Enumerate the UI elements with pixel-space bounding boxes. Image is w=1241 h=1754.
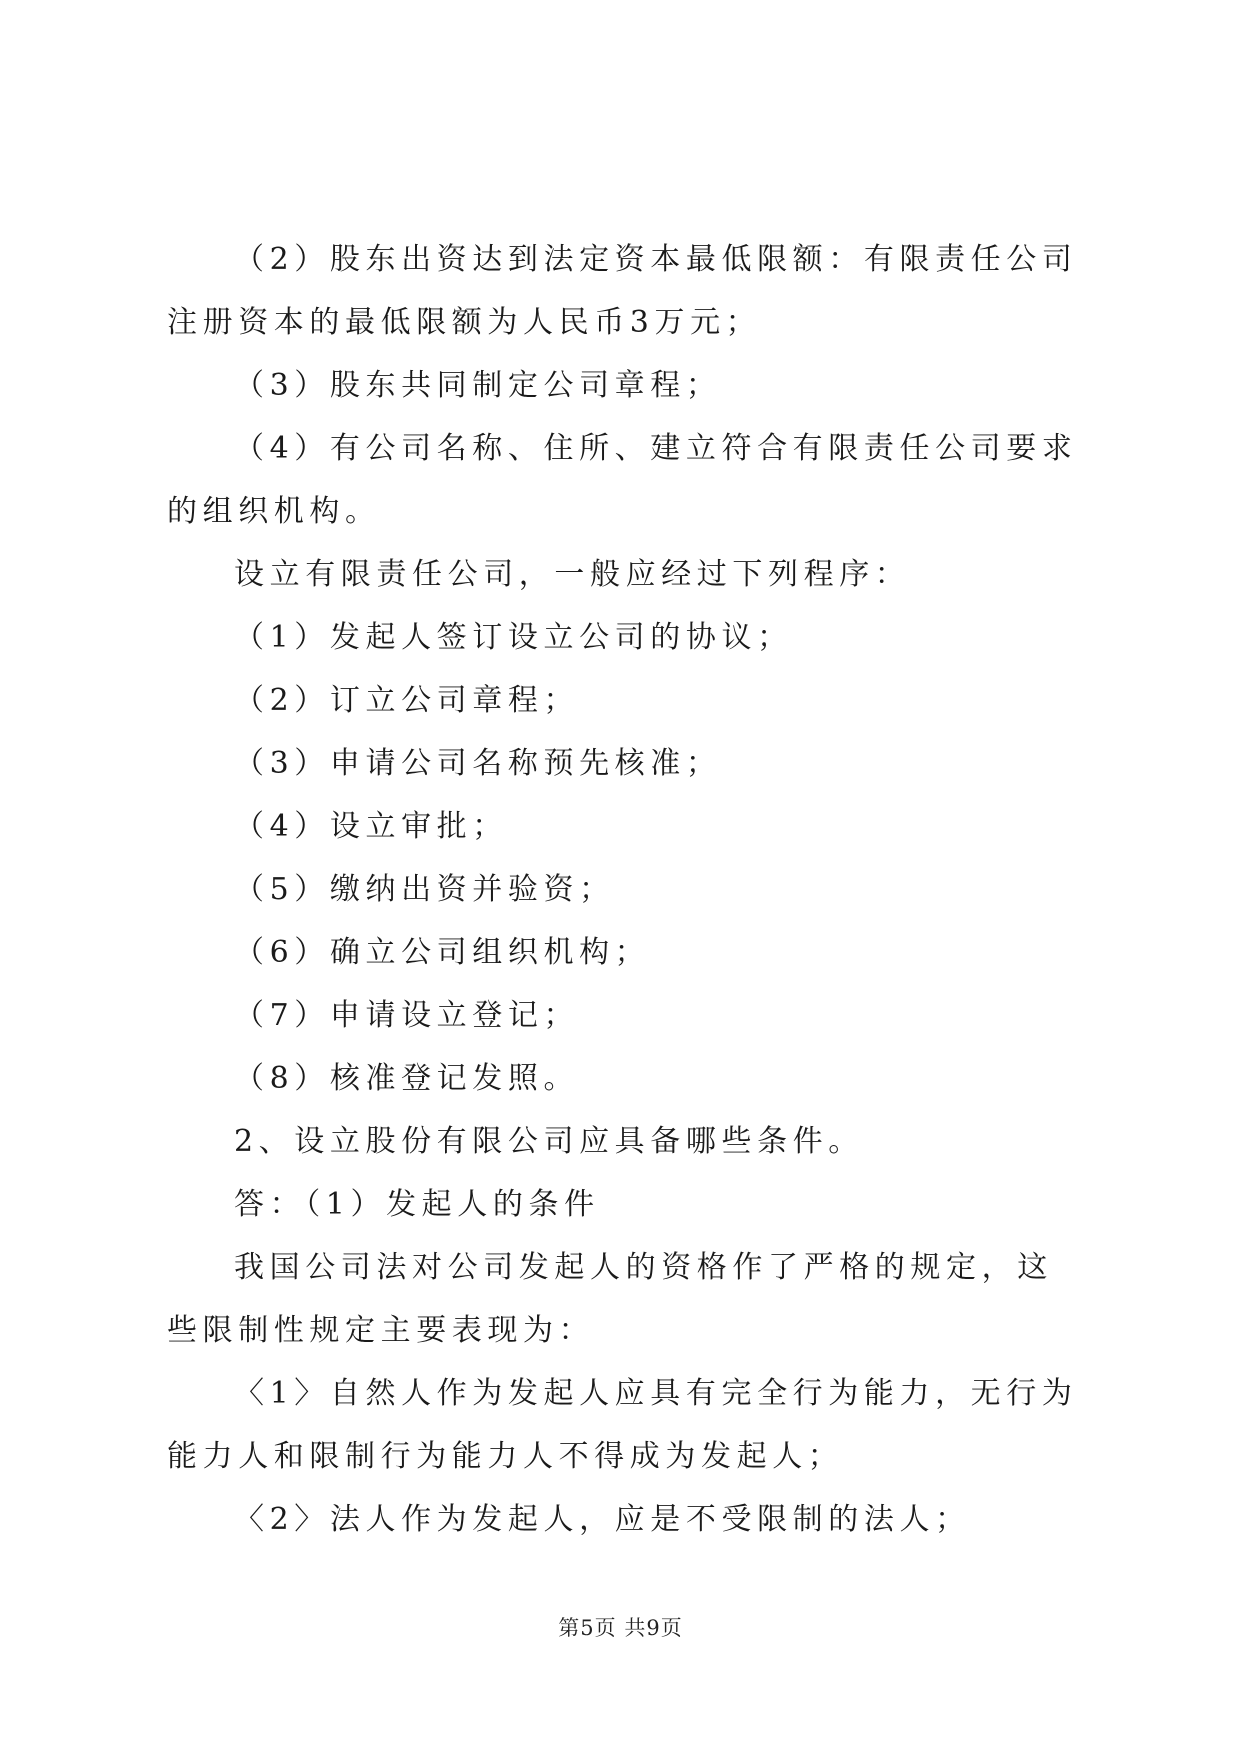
paragraph: 〈2〉法人作为发起人，应是不受限制的法人； <box>234 1502 971 1537</box>
page-number-footer: 第5页 共9页 <box>558 1616 683 1640</box>
paragraph: （3）申请公司名称预先核准； <box>234 746 722 781</box>
paragraph: 设立有限责任公司，一般应经过下列程序： <box>234 557 911 592</box>
paragraph: （3）股东共同制定公司章程； <box>234 368 722 403</box>
paragraph: （7）申请设立登记； <box>234 998 580 1033</box>
paragraph: （2）股东出资达到法定资本最低限额：有限责任公司注册资本的最低限额为人民币3万元； <box>167 242 1078 340</box>
answer-heading: 答：（1）发起人的条件 <box>234 1187 600 1222</box>
section-question: 2、设立股份有限公司应具备哪些条件。 <box>234 1124 864 1159</box>
paragraph: 〈1〉自然人作为发起人应具有完全行为能力，无行为能力人和限制行为能力人不得成为发起人； <box>167 1376 1078 1474</box>
document-body <box>167 228 1083 1551</box>
paragraph: （6）确立公司组织机构； <box>234 935 651 970</box>
paragraph: （2）订立公司章程； <box>234 683 580 718</box>
paragraph: （8）核准登记发照。 <box>234 1061 580 1096</box>
paragraph: （5）缴纳出资并验资； <box>234 872 615 907</box>
paragraph: （1）发起人签订设立公司的协议； <box>234 620 793 655</box>
paragraph: （4）有公司名称、住所、建立符合有限责任公司要求的组织机构。 <box>167 431 1078 529</box>
paragraph: 我国公司法对公司发起人的资格作了严格的规定，这些限制性规定主要表现为： <box>167 1250 1053 1348</box>
paragraph: （4）设立审批； <box>234 809 508 844</box>
